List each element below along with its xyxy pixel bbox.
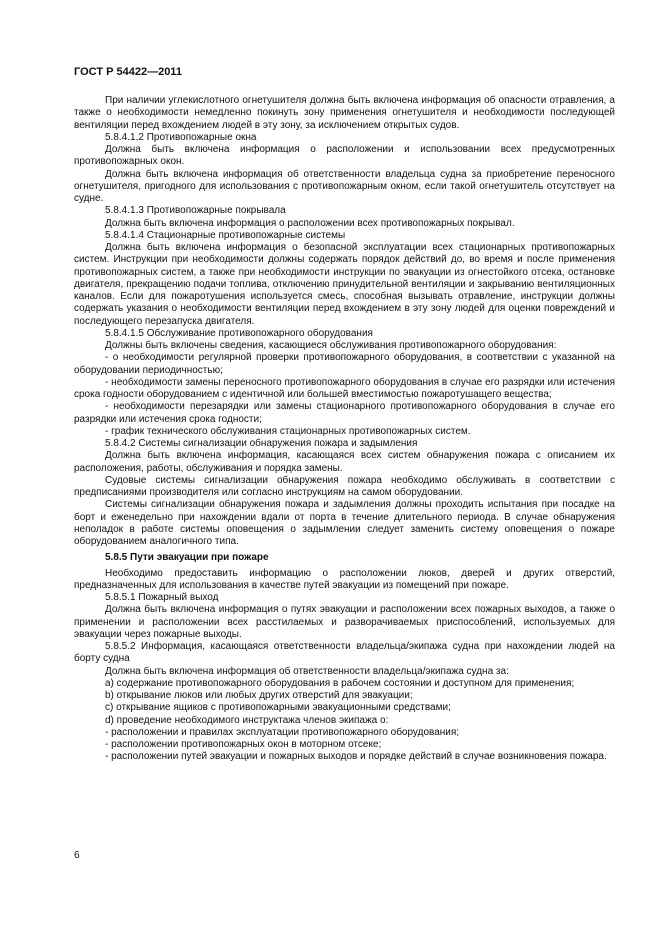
paragraph: - расположении путей эвакуации и пожарных выходов и порядке действий в случае возникновения пожара.: [105, 751, 607, 763]
paragraph: Должны быть включены сведения, касающиеся обслуживания противопожарного оборудования:: [105, 340, 557, 351]
paragraph: 5.8.5.2 Информация, касающаяся ответственности владельца/экипажа судна при нахождении людей на борту судна: [74, 641, 615, 665]
paragraph: 5.8.5.1 Пожарный выход: [105, 592, 219, 603]
document-body: [74, 95, 615, 764]
paragraph: - необходимости замены переносного противопожарного оборудования в случае его разрядки или истечения срока годности оборудованием с идентичной или большей вместимостью пожаротушащего вещества;: [74, 376, 615, 400]
paragraph: a) содержание противопожарного оборудования в рабочем состоянии и доступном для применения;: [105, 677, 575, 689]
paragraph: d) проведение необходимого инструктажа членов экипажа о:: [105, 714, 389, 726]
paragraph: Должна быть включена информация о безопасной эксплуатации всех стационарных противопожарных систем. Инструкции при необходимости должны содержать порядок действий до, во время и после применения противопожарных систем, а также при необходимости инструкции по эвакуации из огнестойкого отсека, остановке двигателя, прекращению подачи топлива, отключению принудительной вентиляции и закрыванию вентиляционных каналов. Если для пожаротушения используется смесь, способная вызывать отравление, инструкции должны содержать указания о необходимости вентиляции перед вхождением в эту зону людей для оценки повреждений и последующего перезапуска двигателя.: [74, 242, 615, 327]
paragraph: 5.8.4.1.4 Стационарные противопожарные системы: [105, 229, 346, 241]
paragraph: b) открывание люков или любых других отверстий для эвакуации;: [105, 690, 413, 701]
paragraph: Должна быть включена информация, касающаяся всех систем обнаружения пожара с описанием их расположения, работы, обслуживания и порядка замены.: [74, 450, 615, 474]
paragraph: - расположении и правилах эксплуатации противопожарного оборудования;: [105, 726, 460, 738]
paragraph: 5.8.4.1.3 Противопожарные покрывала: [105, 205, 286, 217]
paragraph: 5.8.4.1.5 Обслуживание противопожарного оборудования: [105, 327, 373, 339]
paragraph: Должна быть включена информация о путях эвакуации и расположении всех пожарных выходов, а также о применении и расположении всех расстилаемых и разворачиваемых приспособлений, используемых для эвакуации через пожарные выходы.: [74, 604, 615, 640]
paragraph: Должна быть включена информация об ответственности владельца судна за приобретение переносного огнетушителя, пригодного для использования с противопожарным окном, если такой огнетушитель отсутствует на судне.: [74, 168, 615, 204]
paragraph: c) открывание ящиков с противопожарными эвакуационными средствами;: [105, 702, 451, 714]
paragraph: Должна быть включена информация о расположении и использовании всех предусмотренных противопожарных окон.: [74, 144, 615, 168]
paragraph: Должна быть включена информация о расположении всех противопожарных покрывал.: [105, 217, 515, 229]
paragraph: 5.8.4.2 Системы сигнализации обнаружения пожара и задымления: [105, 438, 418, 449]
paragraph: Судовые системы сигнализации обнаружения пожара необходимо обслуживать в соответствии с предписаниями производителя или согласно инструкциям на самом оборудовании.: [74, 474, 615, 498]
document-header: ГОСТ Р 54422—2011: [74, 66, 182, 78]
paragraph: - о необходимости регулярной проверки противопожарного оборудования, в соответствии с указанной на оборудовании периодичностью;: [74, 352, 615, 376]
page-number: 6: [74, 850, 80, 861]
paragraph: При наличии углекислотного огнетушителя должна быть включена информация об опасности отравления, а также о необходимости немедленно покинуть зону применения огнетушителя и необходимости последующей вентиляции перед вхождением людей в эту зону, за исключением открытых судов.: [74, 95, 615, 131]
paragraph: - график технического обслуживания стационарных противопожарных систем.: [105, 425, 471, 437]
section-heading: 5.8.5 Пути эвакуации при пожаре: [105, 552, 269, 564]
paragraph: - необходимости перезарядки или замены стационарного противопожарного оборудования в случае его разрядки или истечения срока годности;: [74, 401, 615, 425]
paragraph: Необходимо предоставить информацию о расположении люков, дверей и других отверстий, предназначенных для использования в качестве путей эвакуации из помещений при пожаре.: [74, 567, 615, 591]
paragraph: Должна быть включена информация об ответственности владельца/экипажа судна за:: [105, 665, 509, 677]
paragraph: 5.8.4.1.2 Противопожарные окна: [105, 131, 257, 143]
paragraph: - расположении противопожарных окон в моторном отсеке;: [105, 739, 382, 750]
paragraph: Системы сигнализации обнаружения пожара и задымления должны проходить испытания при посадке на борт и еженедельно при нахождении вдали от порта в течение длительного периода. В случае обнаружения неполадок в работе системы оповещения о задымлении следует заменить систему оповещения о пожаре оборудованием аналогичного типа.: [74, 499, 615, 547]
